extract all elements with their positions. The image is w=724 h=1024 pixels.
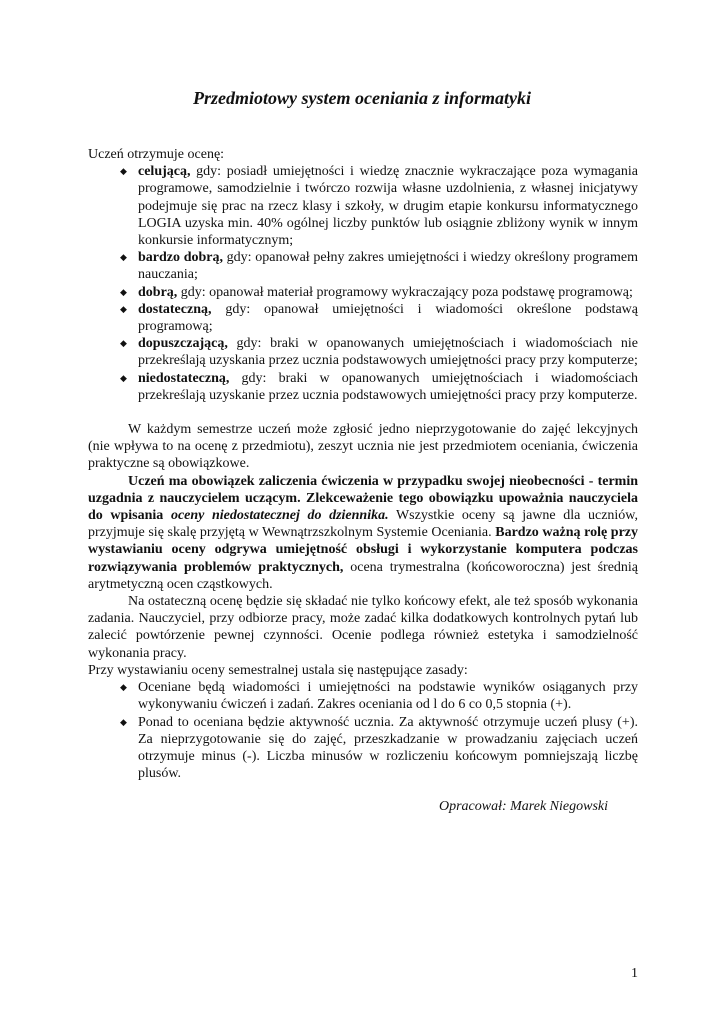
grade-item-celujaca [120, 163, 638, 249]
page-title: Przedmiotowy system oceniania z informatyki [193, 88, 531, 108]
page-number: 1 [631, 966, 638, 981]
diamond-bullet-icon: ◆ [120, 682, 127, 693]
grade-description: gdy: braki w opanowanych umiejętnościach i wiadomościach przekreślają uzyskanie przez ucznia podstawowych umiejętności pracy przy komputerze. [138, 370, 638, 403]
grade-description: gdy: braki w opanowanych umiejętnościach i wiadomościach nie przekreślają uzyskania przez ucznia podstawowych umiejętności pracy przy komputerze; [138, 336, 638, 369]
rule-text: Oceniane będą wiadomości i umiejętności na podstawie wyników osiąganych przy wykonywaniu ćwiczeń i zadań. Zakres oceniania od l do 6 co 0,5 stopnia (+). [138, 680, 638, 713]
grade-item-niedostateczna [120, 370, 638, 404]
grade-description: gdy: opanował materiał programowy wykraczający poza podstawę programową; [177, 284, 633, 300]
grade-item-bardzo-dobra [120, 249, 638, 283]
grade-description: gdy: opanował pełny zakres umiejętności i wiedzy określony programem nauczania; [138, 250, 638, 283]
computer-skills-bold-text: Bardzo ważną rolę przy wystawianiu oceny odgrywa umiejętność obsługi i wykorzystanie komputera podczas rozwiązywania problemów praktycznych, [88, 525, 638, 575]
grade-name: celującą, [138, 164, 191, 180]
grade-name: dobrą, [138, 284, 178, 300]
diamond-bullet-icon: ◆ [120, 303, 127, 314]
obligation-bolditalic-text: oceny niedostatecznej do dziennika. [170, 508, 389, 524]
paragraph-unpreparedness: W każdym semestrze uczeń może zgłosić jedno nieprzygotowanie do zajęć lekcyjnych (nie wpływa to na ocenę z przedmiotu), zeszyt ucznia nie jest przedmiotem oceniania, ćwiczenia praktyczne są obowiązkowe. [88, 422, 638, 472]
grade-name: niedostateczną, [138, 370, 230, 386]
obligation-bold-text: Uczeń ma obowiązek zaliczenia ćwiczenia w przypadku swojej nieobecności - termin uzgadnia z nauczycielem uczącym. Zlekceważenie tego obowiązku upoważnia nauczyciela do wpisania [88, 473, 638, 524]
diamond-bullet-icon: ◆ [120, 252, 127, 263]
grade-name: bardzo dobrą, [138, 250, 223, 266]
document-body [88, 146, 638, 816]
diamond-bullet-icon: ◆ [120, 372, 127, 383]
diamond-bullet-icon: ◆ [120, 338, 127, 349]
paragraph-gap [88, 404, 638, 421]
intro-line: Uczeń otrzymuje ocenę: [88, 147, 225, 162]
grade-name: dostateczną, [138, 301, 212, 317]
paragraph-final-grade: Na ostateczną ocenę będzie się składać nie tylko końcowy efekt, ale też sposób wykonania zadania. Nauczyciel, przy odbiorze pracy, może zadać kilka dodatkowych kontrolnych pytań lub zalecić powtórzenie pewnej czynności. Ocenie podlega również estetyka i samodzielność wykonania pracy. [88, 594, 638, 661]
grade-name: dopuszczającą, [138, 336, 228, 352]
rule-item [120, 714, 638, 783]
grade-item-dopuszczajaca [120, 335, 638, 369]
grades-list [120, 163, 638, 404]
grade-item-dobra [120, 284, 638, 301]
paragraph-semester-rules-intro: Przy wystawianiu oceny semestralnej ustala się następujące zasady: [88, 662, 468, 678]
average-grade-text: ocena trymestralna (końcoworoczna) jest średnią arytmetyczną ocen cząstkowych. [88, 559, 639, 592]
grade-description: gdy: opanował umiejętności i wiadomości określone podstawą programową; [138, 301, 638, 335]
grade-item-dostateczna [120, 301, 638, 335]
paragraph-obligations [88, 473, 638, 593]
diamond-bullet-icon: ◆ [120, 716, 127, 727]
author-signature: Opracował: Marek Niegowski [438, 799, 608, 815]
diamond-bullet-icon: ◆ [120, 166, 127, 177]
obligation-normal-text: Wszystkie oceny są jawne dla uczniów, przyjmuje się skalę przyjętą w Wewnątrzszkolnym Systemie Oceniania. [88, 508, 638, 541]
rules-list [120, 679, 638, 782]
diamond-bullet-icon: ◆ [120, 286, 127, 297]
rule-item [120, 679, 638, 713]
rule-text: Ponad to oceniana będzie aktywność ucznia. Za aktywność otrzymuje uczeń plusy (+). Za nieprzygotowanie się do zajęć, przeszkadzanie w prowadzaniu zajęciach uczeń otrzymuje minus (-). Liczba minusów w rozliczeniu końcowym pomniejszają liczbę plusów. [138, 714, 638, 782]
grade-description: gdy: posiadł umiejętności i wiedzę znacznie wykraczające poza wymagania programowe, samodzielnie i twórczo rozwija własne uzdolnienia, z własnej inicjatywy podejmuje się prac na rzecz klasy i szkoły, w drugim etapie konkursu informatycznego LOGIA uzyska min. 40% ogólnej liczby punktów lub osiągnie zbliżony wynik w innym konkursie informatycznym; [138, 164, 638, 249]
